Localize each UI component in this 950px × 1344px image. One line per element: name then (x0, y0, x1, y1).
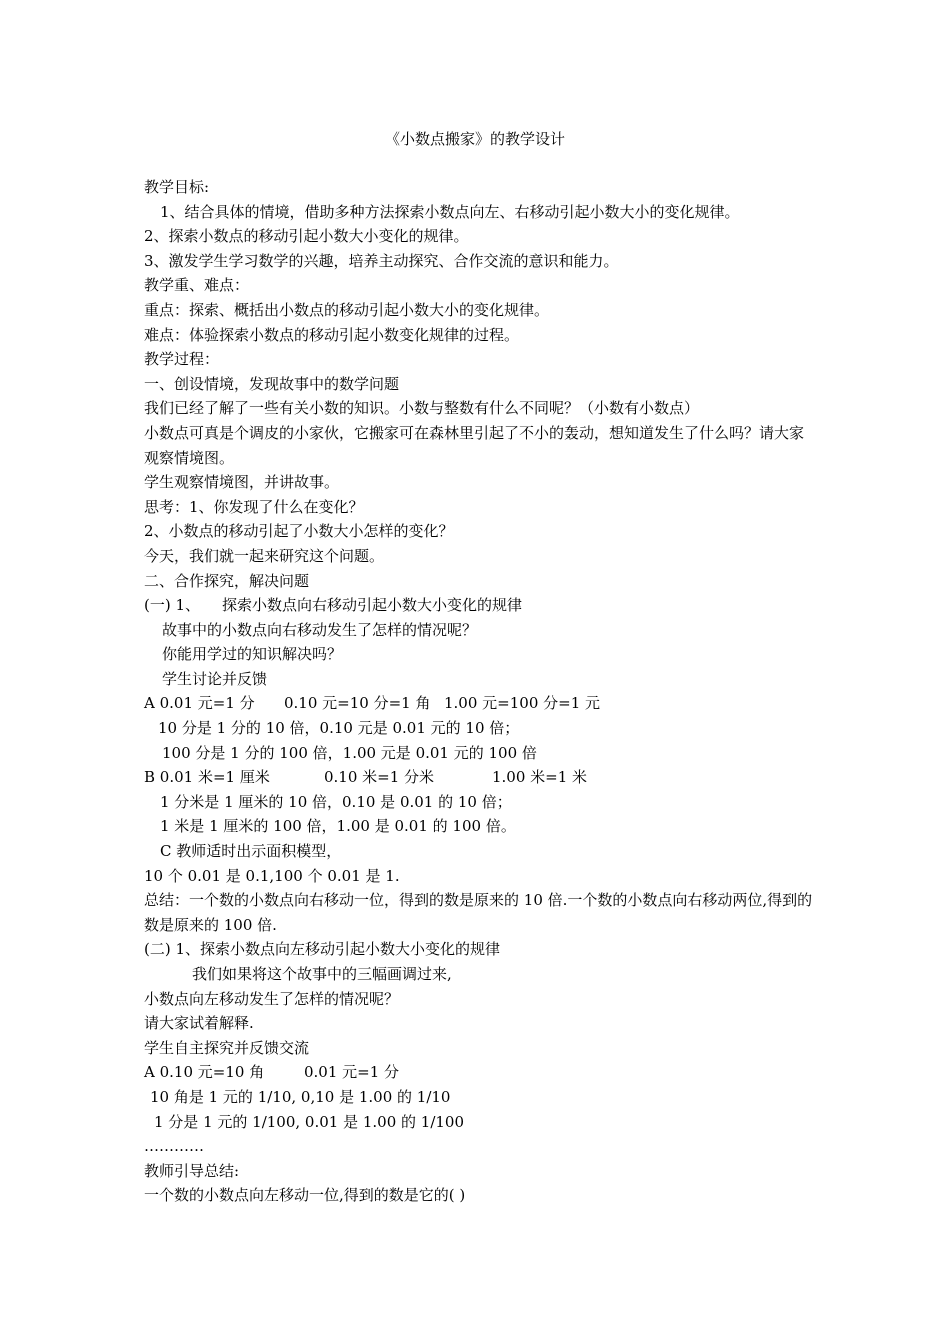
text-line: 教学过程： (144, 350, 220, 369)
text-line (144, 593, 814, 618)
text-line: 思考：1、你发现了什么在变化？ (144, 497, 364, 516)
equation: 0.10 元=10 分=1 角 (284, 694, 431, 713)
ellipsis-line: ………… (144, 1137, 204, 1156)
document-body (144, 175, 814, 1208)
text-line: 请大家试着解释. (144, 1014, 254, 1033)
text-line: 10 个 0.01 是 0.1,100 个 0.01 是 1. (144, 866, 400, 885)
text-line: 1 分米是 1 厘米的 10 倍，0.10 是 0.01 的 10 倍； (160, 792, 512, 811)
equation: 0.10 米=1 分米 (324, 768, 435, 787)
text-paragraph: 总结：一个数的小数点向右移动一位，得到的数是原来的 10 倍.一个数的小数点向右移动两位,得到的数是原来的 100 倍. (144, 891, 813, 934)
equation: A 0.10 元=10 角 (144, 1063, 265, 1082)
equation: 0.01 元=1 分 (304, 1063, 400, 1082)
text-line: 一个数的小数点向左移动一位,得到的数是它的( ) (144, 1186, 466, 1205)
text-line: 一、创设情境，发现故事中的数学问题 (144, 374, 400, 393)
text-line: 你能用学过的知识解决吗？ (162, 645, 343, 664)
text-line: 10 分是 1 分的 10 倍，0.10 元是 0.01 元的 10 倍； (158, 719, 520, 738)
text-paragraph: 小数点可真是个调皮的小家伙，它搬家可在森林里引起了不小的轰动，想知道发生了什么吗？请大家观察情境图。 (144, 423, 805, 467)
text-line: 3、激发学生学习数学的兴趣，培养主动探究、合作交流的意识和能力。 (144, 251, 619, 270)
text-line: 教学目标: (144, 178, 210, 196)
text-line: 二、合作探究，解决问题 (144, 571, 310, 590)
text-line (144, 1060, 814, 1085)
text-line (144, 691, 814, 716)
text-line: 学生讨论并反馈 (162, 669, 268, 688)
section-number: (一) 1、 (144, 596, 201, 615)
text-line: 2、小数点的移动引起了小数大小怎样的变化？ (144, 522, 454, 541)
text-line: 教师引导总结: (144, 1161, 240, 1180)
text-line: 小数点向左移动发生了怎样的情况呢？ (144, 989, 400, 1008)
text-line: 重点：探索、概括出小数点的移动引起小数大小的变化规律。 (144, 300, 550, 319)
text-line: 1 米是 1 厘米的 100 倍，1.00 是 0.01 的 100 倍。 (160, 817, 516, 836)
text-line: 10 角是 1 元的 1/10, 0,10 是 1.00 的 1/10 (150, 1087, 451, 1106)
text-line: 今天，我们就一起来研究这个问题。 (144, 546, 385, 565)
text-line: 学生观察情境图，并讲故事。 (144, 473, 340, 492)
equation: 1.00 米=1 米 (492, 768, 588, 787)
text-line: 教学重、难点： (144, 276, 250, 295)
text-line: 1、结合具体的情境，借助多种方法探索小数点向左、右移动引起小数大小的变化规律。 (160, 202, 740, 221)
equation: 1.00 元=100 分=1 元 (444, 694, 601, 713)
text-line (144, 765, 814, 790)
section-heading: 探索小数点向右移动引起小数大小变化的规律 (222, 596, 523, 615)
text-line: 故事中的小数点向右移动发生了怎样的情况呢？ (162, 620, 478, 639)
text-line: 100 分是 1 分的 100 倍，1.00 元是 0.01 元的 100 倍 (162, 743, 537, 762)
text-line: 2、探索小数点的移动引起小数大小变化的规律。 (144, 227, 469, 246)
text-line: C 教师适时出示面积模型， (160, 842, 342, 861)
equation: A 0.01 元=1 分 (144, 694, 255, 713)
text-line: (二) 1、探索小数点向左移动引起小数大小变化的规律 (144, 940, 501, 959)
text-line: 学生自主探究并反馈交流 (144, 1038, 310, 1057)
equation: B 0.01 米=1 厘米 (144, 768, 270, 787)
text-line: 我们已经了解了一些有关小数的知识。小数与整数有什么不同呢？（小数有小数点） (144, 399, 700, 418)
text-line: 1 分是 1 元的 1/100, 0.01 是 1.00 的 1/100 (154, 1112, 465, 1131)
document-title: 《小数点搬家》的教学设计 (384, 130, 565, 148)
text-line: 难点：体验探索小数点的移动引起小数变化规律的过程。 (144, 325, 520, 344)
text-line: 我们如果将这个故事中的三幅画调过来, (192, 965, 452, 983)
